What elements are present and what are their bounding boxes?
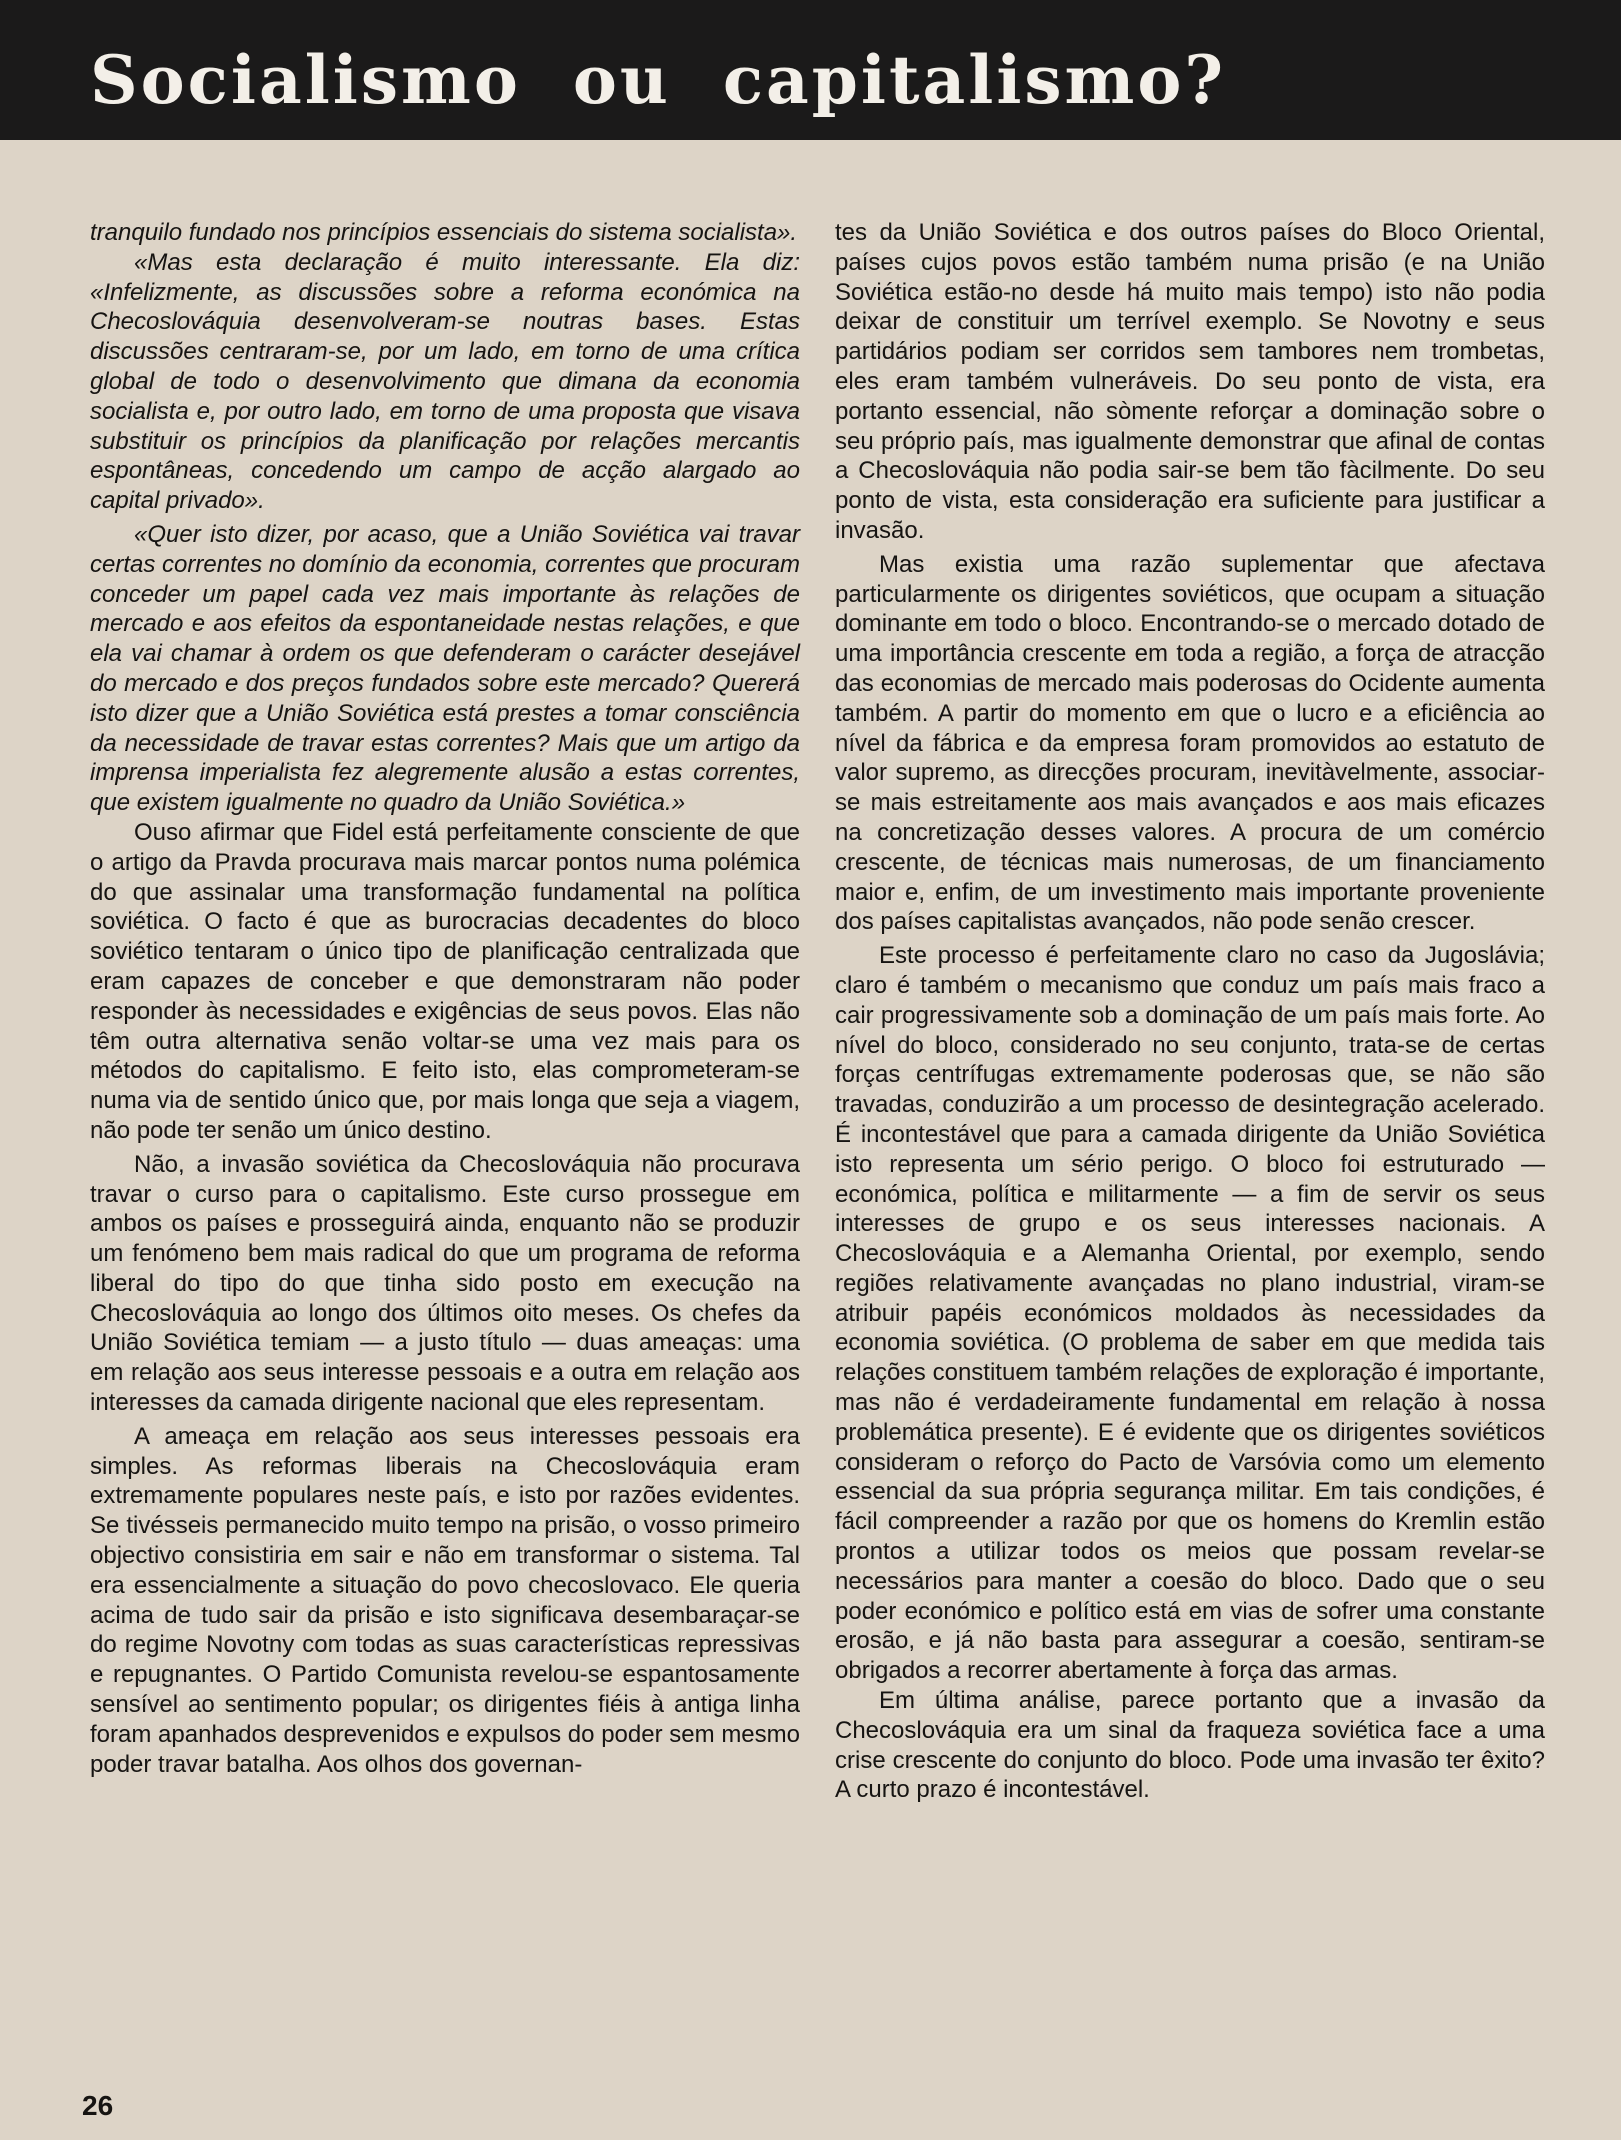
paragraph: Mas existia uma razão suplementar que afectava particularmente os dirigentes soviéticos, que ocupam a situação dominante em todo o bloco. Encontrando-se o mercado dotado de uma importância crescente em toda a região, a força de atracção das economias de mercado mais poderosas do Ocidente aumenta também. A partir do momento em que o lucro e a eficiência ao nível da fábrica e da empresa foram promovidos ao estatuto de valor supremo, as direcções procuram, inevitàvelmente, associar-se mais estreitamente aos mais avançados e aos mais eficazes na concretização desses valores. A procura de um comércio crescente, de técnicas mais numerosas, de um financiamento maior e, enfim, de um investimento mais importante proveniente dos países capitalistas avançados, não pode senão crescer.	[835, 550, 1545, 936]
left-column	[90, 218, 800, 1779]
page-header	[0, 0, 1621, 140]
paragraph: «Quer isto dizer, por acaso, que a União Soviética vai travar certas correntes no domínio da economia, correntes que procuram conceder um papel cada vez mais importante às relações de mercado e aos efeitos da espontaneidade nestas relações, e que ela vai chamar à ordem os que defenderam o carácter desejável do mercado e dos preços fundados sobre este mercado? Quererá isto dizer que a União Soviética está prestes a tomar consciência da necessidade de travar estas correntes? Mais que um artigo da imprensa imperialista fez alegremente alusão a estas correntes, que existem igualmente no quadro da União Soviética.»	[90, 520, 800, 817]
paragraph: A ameaça em relação aos seus interesses pessoais era simples. As reformas liberais na Checoslováquia eram extremamente populares neste país, e isto por razões evidentes. Se tivésseis permanecido muito tempo na prisão, o vosso primeiro objectivo consistiria em sair e não em transformar o sistema. Tal era essencialmente a situação do povo checoslovaco. Ele queria acima de tudo sair da prisão e isto significava desembaraçar-se do regime Novotny com todas as suas características repressivas e repugnantes. O Partido Comunista revelou-se espantosamente sensível ao sentimento popular; os dirigentes fiéis à antiga linha foram apanhados desprevenidos e expulsos do poder sem mesmo poder travar batalha. Aos olhos dos governan-	[90, 1422, 800, 1778]
paragraph: tes da União Soviética e dos outros países do Bloco Oriental, países cujos povos estão também numa prisão (e na União Soviética estão-no desde há muito mais tempo) isto não podia deixar de constituir um terrível exemplo. Se Novotny e seus partidários podiam ser corridos sem tambores nem trombetas, eles eram também vulneráveis. Do seu ponto de vista, era portanto essencial, não sòmente reforçar a dominação sobre o seu próprio país, mas igualmente demonstrar que afinal de contas a Checoslováquia não podia sair-se bem tão fàcilmente. Do seu ponto de vista, esta consideração era suficiente para justificar a invasão.	[835, 219, 1545, 544]
paragraph: Não, a invasão soviética da Checoslováquia não procurava travar o curso para o capitalismo. Este curso prossegue em ambos os países e prosseguirá ainda, enquanto não se produzir um fenómeno bem mais radical do que um programa de reforma liberal do tipo do que tinha sido posto em execução na Checoslováquia ao longo dos últimos oito meses. Os chefes da União Soviética temiam — a justo título — duas ameaças: uma em relação aos seus interesse pessoais e a outra em relação aos interesses da camada dirigente nacional que eles representam.	[90, 1150, 800, 1417]
right-column	[835, 218, 1545, 1805]
paragraph: Este processo é perfeitamente claro no caso da Jugoslávia; claro é também o mecanismo que conduz um país mais fraco a cair progressivamente sob a dominação de um país mais forte. Ao nível do bloco, considerado no seu conjunto, trata-se de certas forças centrífugas extremamente poderosas que, se não são travadas, conduzirão a um processo de desintegração acelerado. É incontestável que para a camada dirigente da União Soviética isto representa um sério perigo. O bloco foi estruturado — económica, política e militarmente — a fim de servir os seus interesses de grupo e os seus interesses nacionais. A Checoslováquia e a Alemanha Oriental, por exemplo, sendo regiões relativamente avançadas no plano industrial, viram-se atribuir papéis económicos moldados às necessidades da economia soviética. (O problema de saber em que medida tais relações constituem também relações de exploração é importante, mas não é verdadeiramente fundamental em relação à nossa problemática presente). E é evidente que os dirigentes soviéticos consideram o reforço do Pacto de Varsóvia como um elemento essencial da sua própria segurança militar. Em tais condições, é fácil compreender a razão por que os homens do Kremlin estão prontos a utilizar todos os meios que possam revelar-se necessários para manter a coesão do bloco. Dado que o seu poder económico e político está em vias de sofrer uma constante erosão, e já não basta para assegurar a coesão, sentiram-se obrigados a recorrer abertamente à força das armas.	[835, 942, 1545, 1685]
page-number: 26	[82, 2090, 114, 2121]
paragraph: «Mas esta declaração é muito interessante. Ela diz: «Infelizmente, as discussões sobre a reforma económica na Checoslováquia desenvolveram-se noutras bases. Estas discussões centraram-se, por um lado, em torno de uma crítica global de todo o desenvolvimento que dimana da economia socialista e, por outro lado, em torno de uma proposta que visava substituir os princípios da planificação por relações mercantis espontâneas, concedendo um campo de acção alargado ao capital privado».	[90, 248, 800, 515]
paragraph: Em última análise, parece portanto que a invasão da Checoslováquia era um sinal da fraqueza soviética face a uma crise crescente do conjunto do bloco. Pode uma invasão ter êxito? A curto prazo é incontestável.	[835, 1687, 1545, 1804]
paragraph: tranquilo fundado nos princípios essenciais do sistema socialista».	[90, 219, 798, 246]
article-title: Socialismo ou capitalismo?	[90, 41, 1227, 119]
paragraph: Ouso afirmar que Fidel está perfeitamente consciente de que o artigo da Pravda procurava mais marcar pontos numa polémica do que assinalar uma transformação fundamental na política soviética. O facto é que as burocracias decadentes do bloco soviético tentaram o único tipo de planificação centralizada que eram capazes de conceber e que demonstraram não poder responder às necessidades e exigências de seus povos. Elas não têm outra alternativa senão voltar-se uma vez mais para os métodos do capitalismo. E feito isto, elas comprometeram-se numa via de sentido único que, por mais longa que seja a viagem, não pode ter senão um único destino.	[90, 818, 800, 1144]
